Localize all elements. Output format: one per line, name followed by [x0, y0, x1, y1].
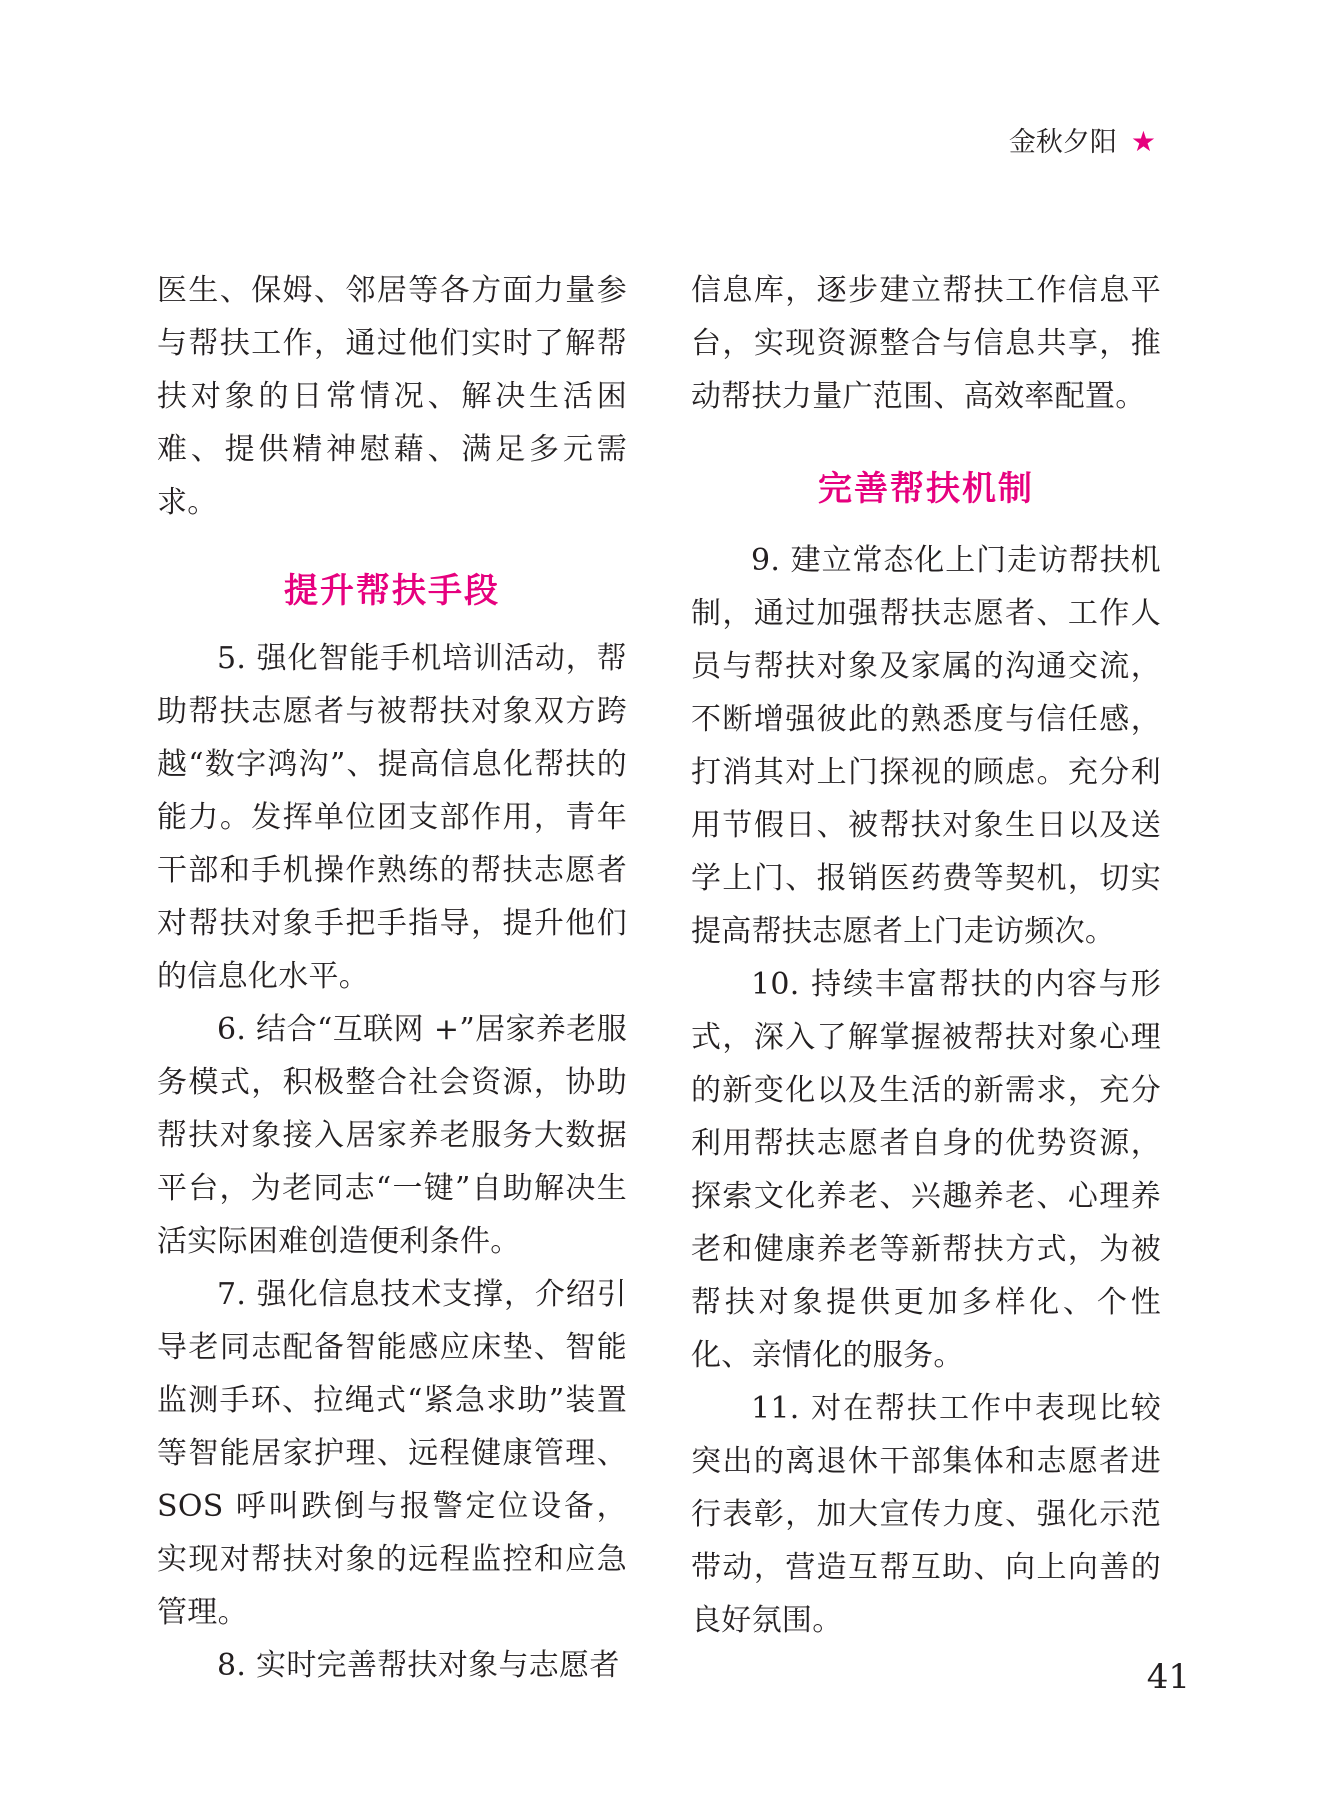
section-heading-improve-mechanism: 完善帮扶机制: [818, 469, 1034, 509]
paragraph-item-7: 7. 强化信息技术支撑，介绍引导老同志配备智能感应床垫、智能监测手环、拉绳式“紧急求助”装置等智能居家护理、远程健康管理、SOS 呼叫跌倒与报警定位设备，实现对帮扶对象的远程监控和应急管理。: [157, 1277, 627, 1630]
paragraph-continued-right: 信息库，逐步建立帮扶工作信息平台，实现资源整合与信息共享，推动帮扶力量广范围、高效率配置。: [691, 273, 1161, 414]
paragraph-item-6: 6. 结合“互联网 +”居家养老服务模式，积极整合社会资源，协助帮扶对象接入居家养老服务大数据平台，为老同志“一键”自助解决生活实际困难创造便利条件。: [157, 1012, 627, 1259]
right-column: [691, 264, 1161, 1647]
paragraph-item-5: 5. 强化智能手机培训活动，帮助帮扶志愿者与被帮扶对象双方跨越“数字鸿沟”、提高信息化帮扶的能力。发挥单位团支部作用，青年干部和手机操作熟练的帮扶志愿者对帮扶对象手把手指导，提升他们的信息化水平。: [157, 641, 627, 994]
paragraph-continued: 医生、保姆、邻居等各方面力量参与帮扶工作，通过他们实时了解帮扶对象的日常情况、解决生活困难、提供精神慰藉、满足多元需求。: [157, 273, 627, 520]
page-number: 41: [1146, 1657, 1190, 1697]
left-column: [157, 264, 627, 1692]
paragraph-item-8: 8. 实时完善帮扶对象与志愿者: [217, 1648, 620, 1683]
paragraph-item-9: 9. 建立常态化上门走访帮扶机制，通过加强帮扶志愿者、工作人员与帮扶对象及家属的沟通交流，不断增强彼此的熟悉度与信任感，打消其对上门探视的顾虑。充分利用节假日、被帮扶对象生日以及送学上门、报销医药费等契机，切实提高帮扶志愿者上门走访频次。: [691, 543, 1161, 949]
paragraph-item-10: 10. 持续丰富帮扶的内容与形式，深入了解掌握被帮扶对象心理的新变化以及生活的新需求，充分利用帮扶志愿者自身的优势资源，探索文化养老、兴趣养老、心理养老和健康养老等新帮扶方式，为被帮扶对象提供更加多样化、个性化、亲情化的服务。: [691, 967, 1161, 1373]
star-icon: ★: [1130, 125, 1156, 158]
section-heading-improve-means: 提升帮扶手段: [284, 571, 500, 611]
paragraph-item-11: 11. 对在帮扶工作中表现比较突出的离退休干部集体和志愿者进行表彰，加大宣传力度、强化示范带动，营造互帮互助、向上向善的良好氛围。: [691, 1391, 1161, 1638]
running-header: [1008, 125, 1156, 158]
running-title: 金秋夕阳: [1008, 126, 1117, 158]
